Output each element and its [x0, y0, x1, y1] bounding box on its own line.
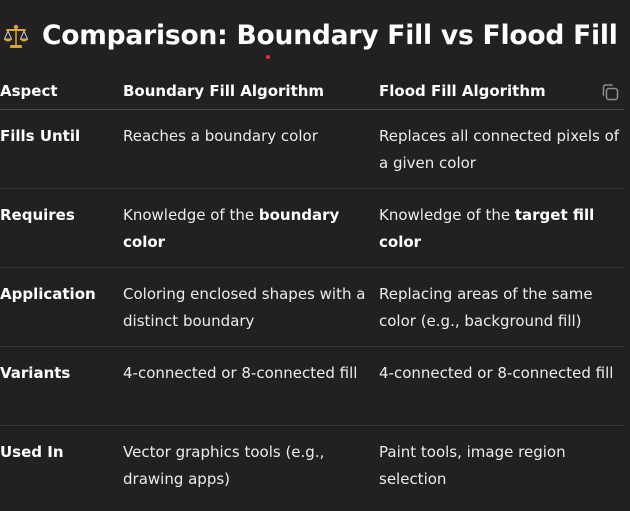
- comparison-table: [0, 74, 624, 504]
- cursor-marker: [266, 55, 270, 59]
- boundary-bold-text: boundary color: [123, 206, 340, 251]
- table-row: [0, 426, 624, 505]
- flood-bold-text: target fill color: [379, 206, 595, 251]
- aspect-cell: Fills Until: [0, 110, 123, 189]
- flood-cell: Paint tools, image region selection: [379, 443, 566, 488]
- table-row: [0, 189, 624, 268]
- table-row: [0, 268, 624, 347]
- page-title: Comparison: Boundary Fill vs Flood Fill: [42, 20, 618, 51]
- header-flood-fill: Flood Fill Algorithm: [379, 74, 624, 110]
- boundary-cell: Reaches a boundary color: [123, 110, 379, 189]
- table-row: [0, 110, 624, 189]
- flood-cell: Replacing areas of the same color (e.g., background fill): [379, 268, 624, 347]
- flood-cell: Replaces all connected pixels of a given color: [379, 110, 624, 189]
- aspect-cell: Variants: [0, 347, 123, 426]
- header-aspect: Aspect: [0, 74, 123, 110]
- flood-text: Knowledge of the: [379, 206, 515, 224]
- section-heading: [2, 20, 618, 51]
- flood-cell: [379, 189, 624, 268]
- aspect-cell: Requires: [0, 189, 123, 268]
- flood-cell: 4-connected or 8-connected fill: [379, 347, 624, 426]
- aspect-cell: Application: [0, 268, 123, 347]
- boundary-cell: [123, 189, 379, 268]
- boundary-text: Knowledge of the: [123, 206, 259, 224]
- table-row: [0, 347, 624, 426]
- aspect-cell: Used In: [0, 443, 64, 461]
- boundary-cell: 4-connected or 8-connected fill: [123, 347, 379, 426]
- scales-icon: [2, 22, 30, 50]
- boundary-cell: Vector graphics tools (e.g., drawing apps): [123, 443, 325, 488]
- table-header-row: [0, 74, 624, 110]
- boundary-cell: Coloring enclosed shapes with a distinct boundary: [123, 268, 379, 347]
- header-boundary-fill: Boundary Fill Algorithm: [123, 74, 379, 110]
